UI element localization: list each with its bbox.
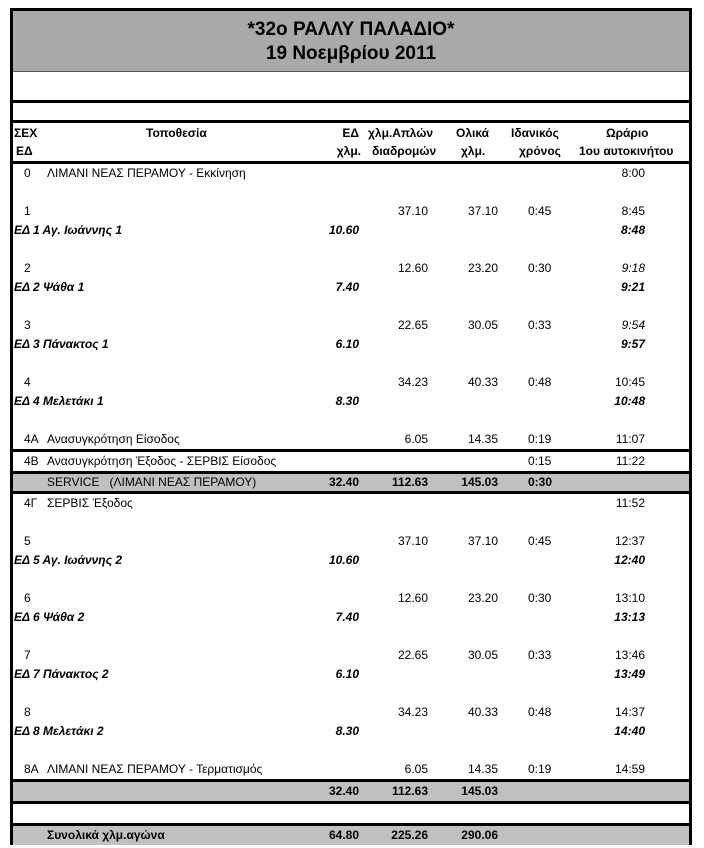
- total-label: Συνολικά χλμ.αγώνα: [47, 828, 165, 842]
- tc-total-km: 14.35: [467, 432, 498, 446]
- blank-row: [13, 804, 689, 826]
- tc-target-time: 0:15: [528, 454, 552, 468]
- service-total-km: 145.03: [461, 475, 498, 489]
- rally-itinerary-sheet: [10, 8, 692, 845]
- header-schedule-1: Ωράριο: [606, 126, 649, 140]
- tc-location: Ανασυγκρότηση Είσοδος: [47, 432, 180, 446]
- tc-time: 11:07: [615, 432, 645, 446]
- tc-target-time: 0:33: [528, 648, 552, 662]
- tc-target-time: 0:19: [528, 432, 552, 446]
- tc-time: 8:45: [621, 204, 645, 218]
- stage-row: [13, 551, 689, 570]
- table-row: [13, 430, 689, 452]
- header-schedule-2: 1ου αυτοκινήτου: [579, 144, 674, 158]
- tc-total-km: 30.05: [467, 648, 498, 662]
- header-total-km-1: Ολικά: [456, 126, 490, 140]
- stage-time: 13:13: [614, 610, 645, 624]
- tc-liaison-km: 22.65: [397, 648, 428, 662]
- tc-liaison-km: 12.60: [397, 261, 428, 275]
- stage-row: [13, 392, 689, 411]
- subtotal-row: [13, 782, 689, 804]
- tc-time: 14:59: [614, 762, 645, 776]
- tc-time: 14:37: [614, 705, 645, 719]
- tc-target-time: 0:48: [528, 705, 552, 719]
- tc-time: 11:52: [615, 496, 645, 510]
- stage-label: ΕΔ 1 Αγ. Ιωάννης 1: [14, 223, 123, 237]
- table-row: [13, 760, 689, 782]
- header-total-km-2: χλμ.: [461, 144, 486, 158]
- tc-location: ΣΕΡΒΙΣ Έξοδος: [47, 496, 133, 510]
- table-row: [13, 259, 689, 278]
- stage-row: [13, 722, 689, 741]
- tc-time: 9:54: [621, 318, 645, 332]
- tc-liaison-km: 22.65: [397, 318, 428, 332]
- stage-row: [13, 278, 689, 297]
- header-target-time-2: χρόνος: [519, 144, 561, 158]
- table-row: [13, 202, 689, 221]
- table-row: [13, 703, 689, 722]
- tc-time: 12:37: [614, 534, 645, 548]
- tc-number: 3: [24, 318, 31, 332]
- tc-number: 8Α: [24, 762, 39, 776]
- stage-label: ΕΔ 6 Ψάθα 2: [14, 610, 85, 624]
- tc-number: 2: [24, 261, 31, 275]
- tc-liaison-km: 34.23: [397, 705, 428, 719]
- stage-km: 7.40: [335, 610, 359, 624]
- stage-km: 8.30: [335, 724, 359, 738]
- total-total-km: 290.06: [461, 828, 498, 842]
- stage-km: 10.60: [328, 223, 359, 237]
- tc-total-km: 23.20: [467, 261, 498, 275]
- stage-row: [13, 608, 689, 627]
- stage-time: 12:40: [614, 553, 645, 567]
- tc-target-time: 0:33: [528, 318, 552, 332]
- tc-location: ΛΙΜΑΝΙ ΝΕΑΣ ΠΕΡΑΜΟΥ - Εκκίνηση: [47, 166, 246, 180]
- subtotal-liaison-km: 112.63: [391, 784, 428, 798]
- tc-number: 1: [24, 204, 31, 218]
- header-location: Τοποθεσία: [146, 126, 207, 140]
- tc-total-km: 37.10: [467, 204, 498, 218]
- table-row: [13, 452, 689, 474]
- stage-km: 6.10: [335, 337, 359, 351]
- table-row: [13, 589, 689, 608]
- header-ss-km-2: χλμ.: [336, 144, 361, 158]
- tc-liaison-km: 6.05: [404, 432, 428, 446]
- tc-number: 4Α: [24, 432, 39, 446]
- header-liaison-km-2: διαδρομών: [372, 144, 437, 158]
- stage-label: ΕΔ 2 Ψάθα 1: [14, 280, 85, 294]
- tc-liaison-km: 12.60: [397, 591, 428, 605]
- header-target-time-1: Ιδανικός: [511, 126, 559, 140]
- tc-liaison-km: 6.05: [404, 762, 428, 776]
- stage-label: ΕΔ 4 Μελετάκι 1: [14, 394, 104, 408]
- tc-time: 10:45: [614, 375, 645, 389]
- tc-time: 9:18: [621, 261, 645, 275]
- stage-time: 9:21: [620, 280, 645, 294]
- stage-label: ΕΔ 5 Αγ. Ιωάννης 2: [14, 553, 123, 567]
- tc-time: 8:00: [621, 166, 645, 180]
- tc-number: 4Γ: [24, 496, 38, 510]
- tc-number: 6: [24, 591, 31, 605]
- stage-row: [13, 335, 689, 354]
- tc-liaison-km: 34.23: [397, 375, 428, 389]
- tc-number: 8: [24, 705, 31, 719]
- tc-target-time: 0:30: [528, 591, 552, 605]
- tc-total-km: 30.05: [467, 318, 498, 332]
- stage-label: ΕΔ 8 Μελετάκι 2: [14, 724, 104, 738]
- service-label: SERVICE (ΛΙΜΑΝΙ ΝΕΑΣ ΠΕΡΑΜΟΥ): [47, 475, 257, 489]
- table-header: [13, 123, 689, 164]
- subtotal-total-km: 145.03: [461, 784, 498, 798]
- table-row: [13, 316, 689, 335]
- title-band: [13, 8, 689, 72]
- tc-number: 5: [24, 534, 31, 548]
- table-row: [13, 373, 689, 392]
- service-time: 0:30: [528, 475, 553, 489]
- stage-time: 8:48: [620, 223, 645, 237]
- table-row: [13, 164, 689, 183]
- tc-total-km: 14.35: [467, 762, 498, 776]
- tc-total-km: 40.33: [467, 375, 498, 389]
- tc-target-time: 0:30: [528, 261, 552, 275]
- tc-number: 0: [24, 166, 31, 180]
- stage-label: ΕΔ 3 Πάνακτος 1: [14, 337, 109, 351]
- rally-title: *32ο ΡΑΛΛΥ ΠΑΛΑΔΙΟ*: [247, 19, 455, 40]
- blank-row: [13, 72, 689, 103]
- tc-number: 4Β: [24, 454, 39, 468]
- stage-label: ΕΔ 7 Πάνακτος 2: [14, 667, 109, 681]
- tc-number: 4: [24, 375, 31, 389]
- tc-number: 7: [24, 648, 31, 662]
- stage-time: 10:48: [614, 394, 645, 408]
- stage-row: [13, 221, 689, 240]
- service-liaison-km: 112.63: [391, 475, 428, 489]
- blank-row: [13, 103, 689, 123]
- stage-km: 7.40: [335, 280, 359, 294]
- tc-time: 13:10: [614, 591, 645, 605]
- tc-target-time: 0:45: [528, 534, 552, 548]
- total-liaison-km: 225.26: [391, 828, 428, 842]
- rally-date: 19 Νοεμβρίου 2011: [265, 43, 437, 64]
- stage-time: 13:49: [614, 667, 645, 681]
- total-row: [13, 826, 689, 845]
- tc-location: ΛΙΜΑΝΙ ΝΕΑΣ ΠΕΡΑΜΟΥ - Τερματισμός: [47, 762, 263, 776]
- tc-time: 11:22: [615, 454, 645, 468]
- header-ed: ΕΔ: [16, 144, 33, 158]
- tc-liaison-km: 37.10: [397, 204, 428, 218]
- tc-target-time: 0:48: [528, 375, 552, 389]
- stage-km: 10.60: [328, 553, 359, 567]
- tc-target-time: 0:45: [528, 204, 552, 218]
- header-sex: ΣΕΧ: [14, 126, 38, 140]
- tc-total-km: 40.33: [467, 705, 498, 719]
- tc-time: 13:46: [614, 648, 645, 662]
- tc-location: Ανασυγκρότηση Έξοδος - ΣΕΡΒΙΣ Είσοδος: [47, 454, 277, 468]
- tc-liaison-km: 37.10: [397, 534, 428, 548]
- subtotal-ss-km: 32.40: [328, 784, 359, 798]
- tc-target-time: 0:19: [528, 762, 552, 776]
- service-ss-km: 32.40: [328, 475, 359, 489]
- stage-time: 14:40: [614, 724, 645, 738]
- header-liaison-km-1: χλμ.Απλών: [368, 126, 434, 140]
- tc-total-km: 23.20: [467, 591, 498, 605]
- stage-km: 8.30: [335, 394, 359, 408]
- stage-time: 9:57: [620, 337, 645, 351]
- table-row: [13, 532, 689, 551]
- table-row: [13, 646, 689, 665]
- table-row: [13, 494, 689, 513]
- stage-row: [13, 665, 689, 684]
- tc-total-km: 37.10: [467, 534, 498, 548]
- stage-km: 6.10: [335, 667, 359, 681]
- total-ss-km: 64.80: [328, 828, 359, 842]
- header-ss-km-1: ΕΔ: [342, 126, 359, 140]
- service-row: [13, 474, 689, 494]
